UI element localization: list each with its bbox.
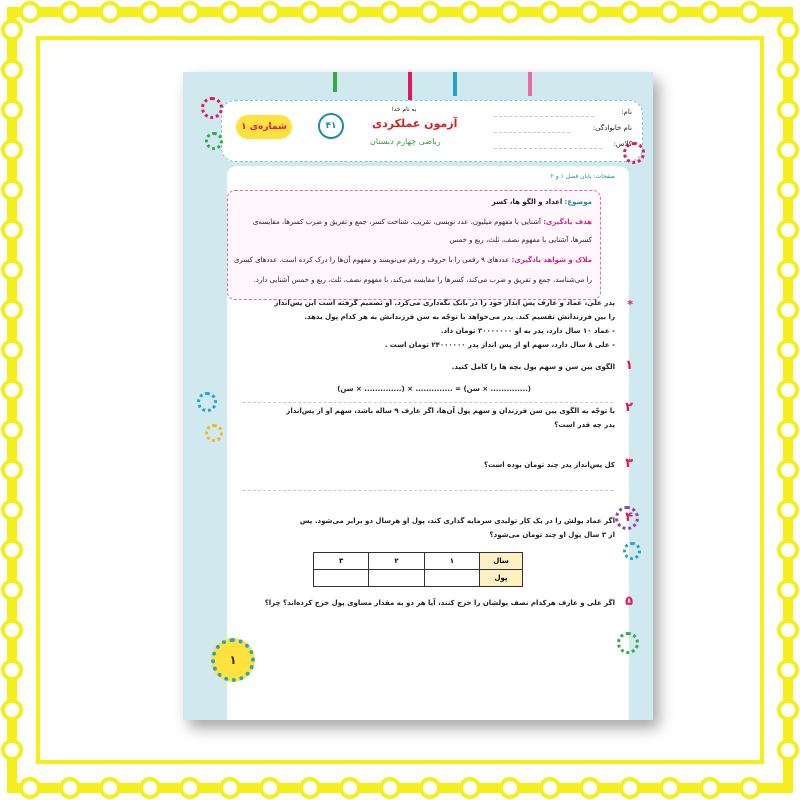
table-cell[interactable]: ۱ [424, 553, 479, 570]
scallop [779, 581, 797, 599]
scallop [3, 541, 21, 559]
scallop [779, 221, 797, 239]
flower-icon [615, 506, 639, 530]
table-cell[interactable] [369, 570, 424, 587]
stripe [528, 72, 532, 96]
scallop [621, 779, 639, 797]
question-text: اگر عماد پولش را در یک کار تولیدی سرمایه گذاری کند، پول او هرسال دو برابر می‌شود. پس [299, 517, 615, 525]
intro-line: را بین فرزندانش تقسیم کند. پدر می‌خواهد با توجّه به سن فرزندانش به هر کدام پول بدهد. [304, 313, 615, 321]
table-cell[interactable] [314, 570, 369, 587]
scallop [541, 3, 559, 21]
question-number: ۳ [625, 456, 633, 471]
question-text: اگر علی و عارف هرکدام نصف پولشان را خرج کنند، آیا هر دو به مقدار مساوی پول خرج کرده‌اند؟ چرا؟ [264, 599, 615, 607]
scallop [61, 779, 79, 797]
badge-number: ۴۱ [325, 121, 337, 131]
scallop [3, 341, 21, 359]
page-number-badge: ۱ [211, 638, 255, 682]
scallop [779, 661, 797, 679]
stripe [453, 72, 457, 96]
class-field-label: کلاس: [613, 140, 632, 148]
scallop [261, 779, 279, 797]
table-cell[interactable]: ۳ [314, 553, 369, 570]
family-field-label: نام خانوادگی: [592, 124, 632, 132]
scallop [461, 779, 479, 797]
scallop [3, 61, 21, 79]
header-card [221, 100, 643, 162]
flower-icon [617, 632, 639, 654]
scallop [141, 779, 159, 797]
scallop [181, 3, 199, 21]
scallop [3, 261, 21, 279]
intro-line: - علی ۸ سال دارد، سهم او از پس انداز پدر ۲۴۰۰۰۰۰۰ تومان است . [384, 341, 615, 349]
scallop [779, 421, 797, 439]
scallop [21, 779, 39, 797]
table-header-cell: سال [480, 553, 523, 570]
question-number: ۲ [625, 400, 633, 415]
question-number: ۴ [625, 510, 633, 525]
question-text: با توجّه به الگوی بین سن فرزندان و سهم پول آن‌ها، اگر عارف ۹ ساله باشد، سهم او از پس‌انداز [286, 407, 615, 415]
scallop [661, 3, 679, 21]
scallop [421, 779, 439, 797]
scallop [381, 3, 399, 21]
class-field-line[interactable] [494, 148, 602, 149]
badge-circle [318, 113, 344, 139]
money-table [313, 552, 523, 587]
stripe [408, 72, 412, 100]
scallop [779, 501, 797, 519]
scallop [261, 3, 279, 21]
scallop [3, 621, 21, 639]
criteria-row-2: را می‌شناسد، جمع و تفریق و ضرب می‌کند، کسرها را مقایسه می‌کند، با مفهوم نصف، ثلث، ربع و خمس آشنایی دارد. [253, 276, 592, 284]
topic-row: موضوع: اعداد و الگو ها، کسر [491, 198, 592, 206]
scallop [3, 501, 21, 519]
scallop [301, 779, 319, 797]
question-text: الگوی بین سن و سهم پول بچه ها را کامل کنید. [451, 363, 615, 371]
scallop [581, 779, 599, 797]
question-text: از ۳ سال پول او چند تومان می‌شود؟ [489, 531, 615, 539]
table-header-cell: پول [480, 570, 523, 587]
scallop [3, 301, 21, 319]
name-field-line[interactable] [494, 116, 594, 117]
table-cell[interactable]: ۲ [369, 553, 424, 570]
scallop [3, 141, 21, 159]
scallop [501, 779, 519, 797]
worksheet-sheet [183, 72, 653, 720]
flower-icon [205, 424, 223, 442]
bismillah: به نام خدا [392, 106, 417, 113]
scallop [779, 701, 797, 719]
scallop [3, 21, 21, 39]
scallop [779, 101, 797, 119]
scallop [221, 779, 239, 797]
scallop [3, 101, 21, 119]
scallop [421, 3, 439, 21]
scallop [61, 3, 79, 21]
pages-line: صفحات: پایان فصل ۱ و ۲ [550, 173, 615, 180]
scallop [779, 341, 797, 359]
scallop [341, 779, 359, 797]
scallop [3, 661, 21, 679]
scallop [779, 741, 797, 759]
page-title: آزمون عملکردی [372, 117, 458, 130]
objectives-box [227, 190, 601, 300]
scallop [3, 581, 21, 599]
scallop [501, 3, 519, 21]
scallop [301, 3, 319, 21]
scallop [381, 779, 399, 797]
pattern-blanks[interactable]: (.............. × سن) = .............. × (.............. × سن) [337, 385, 531, 393]
scallop [21, 3, 39, 21]
scallop [221, 3, 239, 21]
scallop [779, 301, 797, 319]
scallop [779, 181, 797, 199]
scallop [779, 461, 797, 479]
intro-line: پدر علی، عماد و عارف پس انداز خود را در بانک نگه‌داری می‌کرد. او تصمیم گرفته است این پس‌انداز [274, 299, 615, 307]
flower-icon [623, 542, 641, 560]
scallop [701, 779, 719, 797]
scallop [101, 3, 119, 21]
scallop [741, 3, 759, 21]
goal-row-2: کسرها، آشنایی با مفهوم نصف، ثلث، ربع و خمس [449, 236, 592, 244]
scallop [779, 621, 797, 639]
criteria-row: ملاک و شواهد یادگیری: عددهای ۹ رقمی را با حروف و رقم می‌نویسد و مفهوم آن‌ها را درک کرده است. عددهای کسری [233, 256, 592, 264]
scallop [779, 381, 797, 399]
divider [243, 402, 613, 403]
question-text: کل پس‌انداز پدر چند تومان بوده است؟ [483, 461, 615, 469]
question-text: پدر چه قدر است؟ [554, 421, 615, 429]
scallop [779, 61, 797, 79]
page-subtitle: ریاضی چهارم دبستان [370, 137, 441, 146]
scallop [461, 3, 479, 21]
question-number: ۵ [625, 594, 633, 609]
divider [243, 490, 613, 491]
scallop [621, 3, 639, 21]
scallop [779, 141, 797, 159]
scallop [101, 779, 119, 797]
scallop [341, 3, 359, 21]
scallop [3, 461, 21, 479]
scallop [741, 779, 759, 797]
goal-row: هدف یادگیری: آشنایی با مفهوم میلیون، عدد نویسی، تقریب، شناخت کسر، جمع و تفریق و ضرب کسرها، مقایسه‌ی [252, 218, 592, 226]
scallop [3, 221, 21, 239]
scallop [141, 3, 159, 21]
stripe [333, 72, 337, 92]
scallop [779, 541, 797, 559]
scallop [3, 421, 21, 439]
name-field-label: نام: [621, 108, 632, 116]
scallop [779, 21, 797, 39]
table-cell[interactable] [424, 570, 479, 587]
sheet-label-badge: شماره‌ی ۱ [236, 115, 292, 139]
scallop [3, 701, 21, 719]
scallop [3, 741, 21, 759]
scallop [701, 3, 719, 21]
intro-line: - عماد ۱۰ سال دارد، پدر به او ۳۰۰۰۰۰۰۰ تومان داد. [440, 327, 615, 335]
scallop [3, 381, 21, 399]
flower-icon [205, 132, 223, 150]
scallop [3, 181, 21, 199]
question-number: ۱ [625, 358, 633, 373]
flower-icon [623, 142, 645, 164]
bullet-star: * [627, 298, 633, 311]
flower-icon [197, 392, 217, 412]
scallop [661, 779, 679, 797]
scallop [181, 779, 199, 797]
family-field-line[interactable] [494, 132, 570, 133]
flower-icon [201, 97, 223, 119]
scallop [541, 779, 559, 797]
scallop [581, 3, 599, 21]
scallop [779, 261, 797, 279]
